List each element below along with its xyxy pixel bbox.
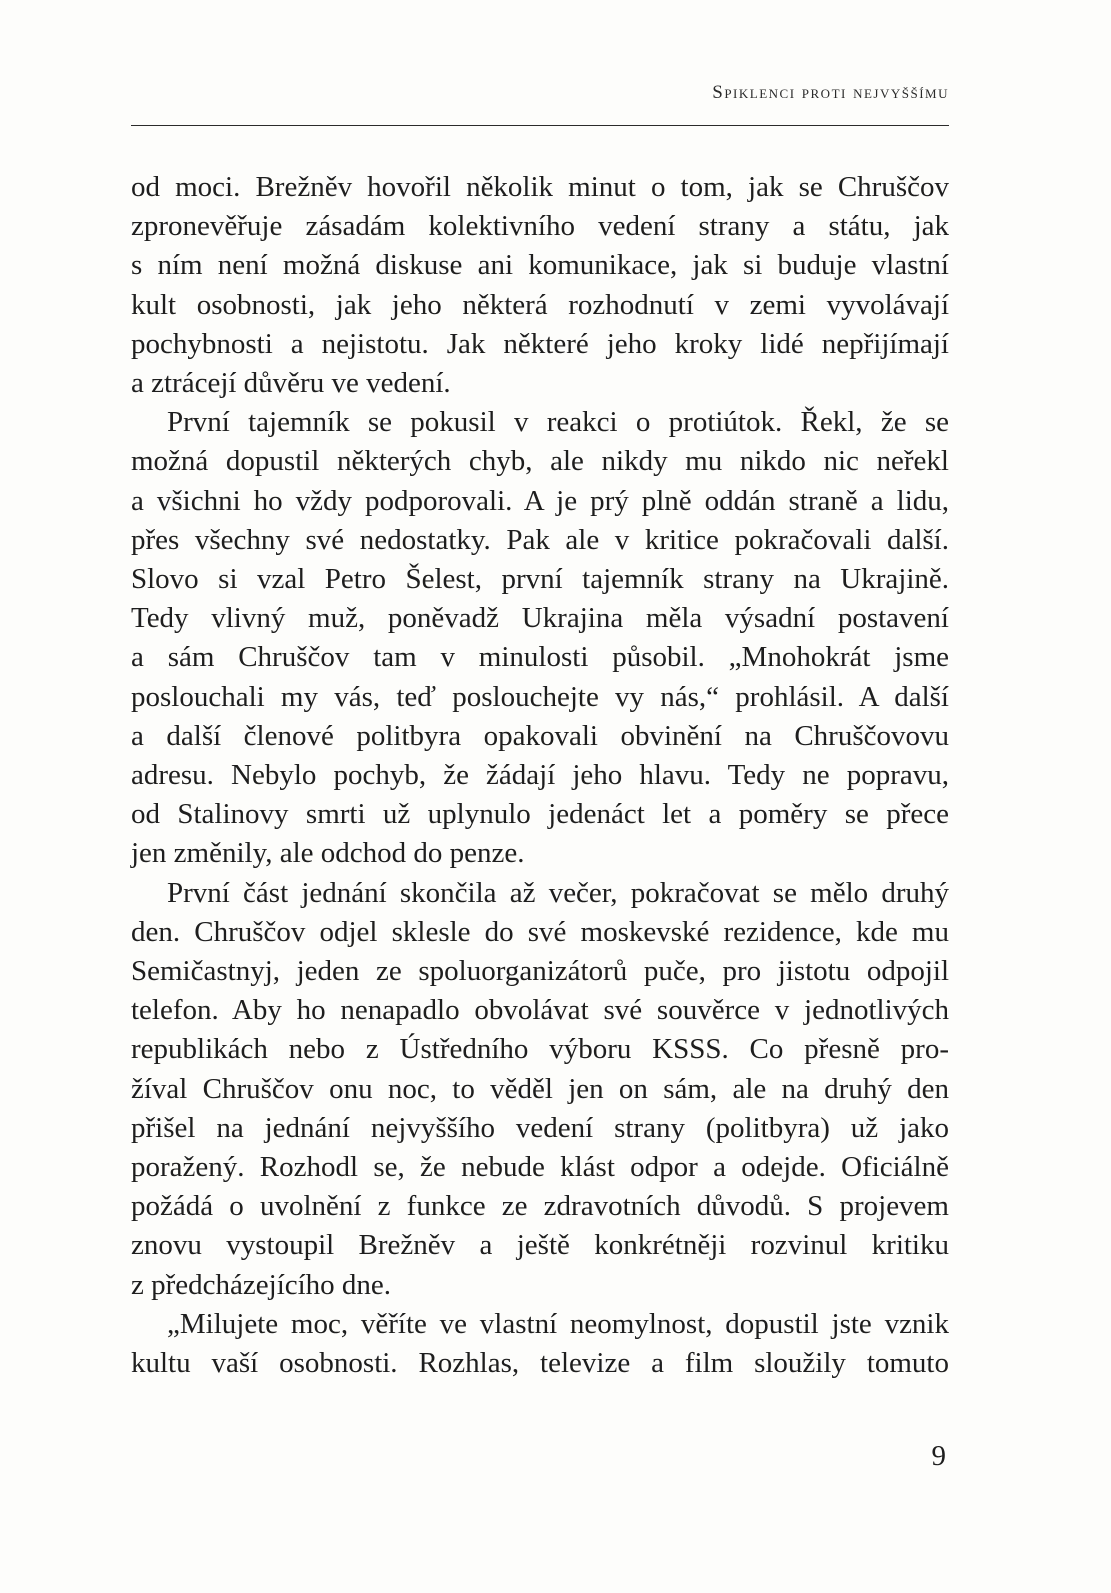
text-line: možná dopustil některých chyb, ale nikdy mu nikdo nic neřekl (131, 445, 949, 478)
text-line: přes všechny své nedostatky. Pak ale v kritice pokračovali další. (131, 523, 949, 556)
text-line: kultu vaší osobnosti. Rozhlas, televize a film sloužily tomuto (131, 1347, 949, 1380)
text-line: Slovo si vzal Petro Šelest, první tajemník strany na Ukrajině. (131, 563, 949, 596)
text-line: od moci. Brežněv hovořil několik minut o tom, jak se Chruščov (131, 171, 949, 203)
body-text (131, 168, 949, 1383)
text-line: od Stalinovy smrti už uplynulo jedenáct let a poměry se přece (131, 798, 949, 831)
paragraph (131, 874, 949, 1305)
text-line: republikách nebo z Ústředního výboru KSSS. Co přesně pro- (131, 1033, 949, 1066)
paragraph (131, 403, 949, 873)
text-line: První část jednání skončila až večer, pokračovat se mělo druhý (167, 876, 949, 909)
text-line: žíval Chruščov onu noc, to věděl jen on sám, ale na druhý den (131, 1072, 949, 1105)
text-line: s ním není možná diskuse ani komunikace, jak si buduje vlastní (131, 249, 949, 282)
text-line: První tajemník se pokusil v reakci o protiútok. Řekl, že se (167, 406, 949, 439)
text-line: Semičastnyj, jeden ze spoluorganizátorů puče, pro jistotu odpojil (131, 955, 949, 988)
text-line: z předcházejícího dne. (131, 1268, 392, 1301)
text-line: poražený. Rozhodl se, že nebude klást odpor a odejde. Oficiálně (131, 1151, 949, 1184)
text-line: den. Chruščov odjel sklesle do své moskevské rezidence, kde mu (131, 915, 949, 948)
page-number: 9 (931, 1440, 946, 1472)
text-line: pochybnosti a nejistotu. Jak některé jeho kroky lidé nepřijímají (131, 327, 949, 360)
text-line: kult osobnosti, jak jeho některá rozhodnutí v zemi vyvolávají (131, 288, 949, 321)
header-rule (131, 125, 949, 126)
text-line: poslouchali my vás, teď poslouchejte vy nás,“ prohlásil. A další (131, 680, 949, 713)
paragraph (131, 168, 949, 403)
text-line: jen změnily, ale odchod do penze. (131, 837, 525, 870)
paragraph (131, 1305, 949, 1383)
text-line: adresu. Nebylo pochyb, že žádají jeho hlavu. Tedy ne popravu, (131, 759, 949, 792)
text-line: a další členové politbyra opakovali obvinění na Chruščovovu (131, 719, 949, 752)
running-header: Spiklenci proti nejvyššímu (712, 82, 949, 103)
text-line: a všichni ho vždy podporovali. A je prý plně oddán straně a lidu, (131, 484, 949, 517)
text-line: přišel na jednání nejvyššího vedení strany (politbyra) už jako (131, 1111, 949, 1144)
text-line: a ztrácejí důvěru ve vedení. (131, 367, 451, 400)
text-line: „Milujete moc, věříte ve vlastní neomylnost, dopustil jste vznik (167, 1307, 949, 1340)
text-line: zpronevěřuje zásadám kolektivního vedení strany a státu, jak (131, 210, 949, 243)
text-line: znovu vystoupil Brežněv a ještě konkrétněji rozvinul kritiku (131, 1229, 949, 1262)
text-line: telefon. Aby ho nenapadlo obvolávat své souvěrce v jednotlivých (131, 994, 949, 1027)
text-line: a sám Chruščov tam v minulosti působil. „Mnohokrát jsme (131, 641, 949, 674)
text-line: Tedy vlivný muž, poněvadž Ukrajina měla výsadní postavení (131, 602, 949, 635)
text-line: požádá o uvolnění z funkce ze zdravotních důvodů. S projevem (131, 1190, 949, 1223)
